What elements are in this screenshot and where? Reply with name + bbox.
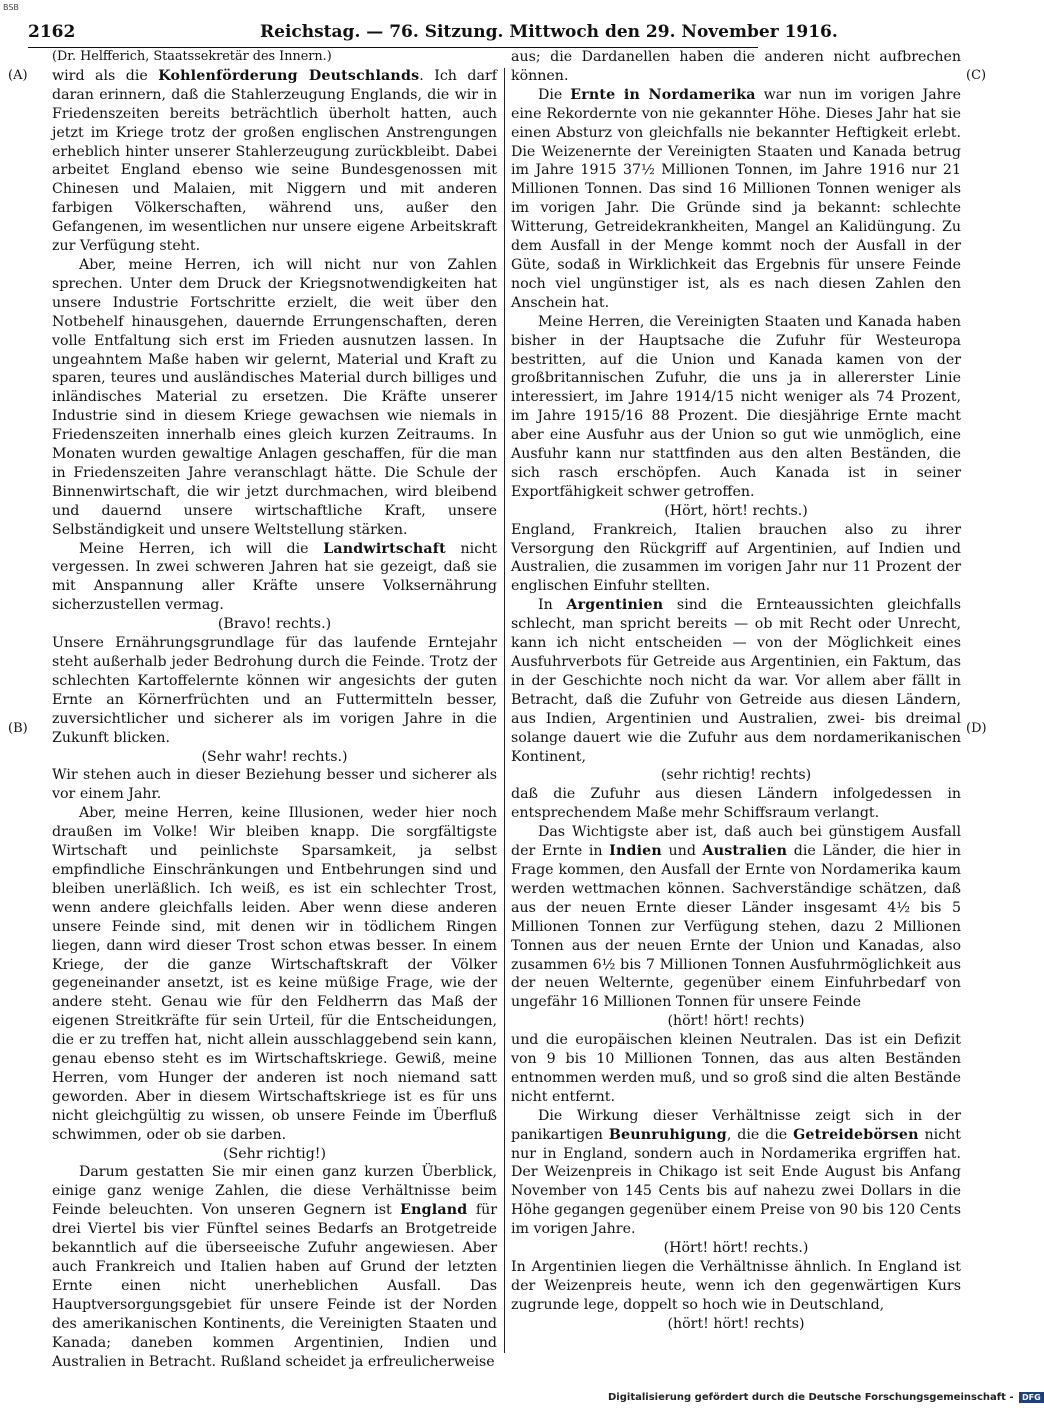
column-divider: [504, 68, 505, 1353]
margin-marker-c: (C): [966, 68, 987, 83]
page-header: [28, 20, 838, 46]
paragraph: und die europäischen kleinen Neutralen. Das ist ein Defizit von 9 bis 10 Millionen Tonnen, das aus alten Beständen entnommen werden muß, und so groß sind die alten Bestände nicht entfernt.: [511, 1032, 961, 1105]
paragraph: Meine Herren, die Vereinigten Staaten und Kanada haben bisher in der Hauptsache die Zufuhr für Westeuropa bestritten, auf die Union und Kanada kamen von der großbritannischen Zufuhr, die uns ja in allererster Linie interessiert, im Jahre 1914/15 nicht weniger als 74 Prozent, im Jahre 1915/16 88 Prozent. Die diesjährige Ernte macht aber eine Ausfuhr aus der Union so gut wie unmöglich, eine Ausfuhr kann nur stattfinden aus den alten Beständen, die sich rasch erschöpfen. Auch Kanada ist in seiner Exportfähigkeit schwer getroffen.: [511, 313, 961, 500]
paragraph: daß die Zufuhr aus diesen Ländern infolgedessen in entsprechendem Maße mehr Schiffsraum verlangt.: [511, 786, 961, 822]
dfg-logo-icon: DFG: [1019, 1392, 1044, 1403]
paragraph: England, Frankreich, Italien brauchen also zu ihrer Versorgung den Rückgriff auf Argentinien, auf Indien und Australien, die zusammen im vorigen Jahr nur 11 Prozent der englischen Einfuhr stellten.: [511, 521, 961, 595]
paragraph: Meine Herren, ich will die Landwirtschaft nicht vergessen. In zwei schweren Jahren hat sie gezeigt, daß sie mit Anspannung aller Kräfte unsere Volksernährung sicherzustellen vermag.: [52, 540, 497, 614]
paragraph: In Argentinien liegen die Verhältnisse ähnlich. In England ist der Weizenpreis heute, wenn ich den gegenwärtigen Kurs zugrunde lege, doppelt so hoch wie in Deutschland,: [511, 1259, 961, 1313]
interjection: (hört! hört! rechts): [667, 1013, 805, 1030]
interjection: (Hört! hört! rechts.): [663, 1240, 809, 1257]
digitization-footer: [608, 1392, 1044, 1403]
footer-text: Digitalisierung gefördert durch die Deutsche Forschungsgemeinschaft -: [608, 1392, 1014, 1403]
paragraph: Wir stehen auch in dieser Beziehung besser und sicherer als vor einem Jahr.: [52, 767, 497, 803]
paragraph: Unsere Ernährungsgrundlage für das laufende Erntejahr steht außerhalb jeder Bedrohung durch die Feinde. Trotz der schlechten Kartoffelernte können wir angesichts der guten Ernte an Körnerfrüchten und an Futtermitteln besser, zuversichtlicher und sicherer als im vorigen Jahre in die Zukunft blicken.: [52, 635, 497, 746]
interjection: (Sehr richtig!): [222, 1145, 327, 1162]
interjection: (Bravo! rechts.): [217, 616, 332, 633]
left-column: [52, 48, 497, 1371]
interjection: (Hört, hört! rechts.): [664, 502, 808, 519]
right-column: [511, 48, 961, 1334]
paragraph: Die Wirkung dieser Verhältnisse zeigt sich in der panikartigen Beunruhigung, die die Getreidebörsen nicht nur in England, sondern auch in Nordamerika ergriffen hat. Der Weizenpreis in Chikago ist seit Ende August bis Anfang November von 145 Cents bis auf nahezu zwei Dollars in die Höhe gegangen gegenüber einem Preise von 90 bis 120 Cents im vorigen Jahre.: [511, 1107, 961, 1238]
paragraph: Das Wichtigste aber ist, daß auch bei günstigem Ausfall der Ernte in Indien und Australien die Länder, die hier in Frage kommen, den Ausfall der Ernte von Nordamerika kaum werden wettmachen können. Sachverständige schätzen, daß aus der neuen Ernte dieser Länder insgesamt 4½ bis 5 Millionen Tonnen zur Verfügung stehen, dazu 2 Millionen Tonnen aus der neuen Ernte der Union und Kanadas, also zusammen 6½ bis 7 Millionen Tonnen Ausfuhrmöglichkeit aus der neuen Welternte, gegenüber einem Einfuhrbedarf von ungefähr 16 Millionen Tonnen für unsere Feinde: [511, 824, 961, 1011]
paragraph: aus; die Dardanellen haben die anderen nicht aufbrechen können.: [511, 49, 961, 84]
paragraph: Die Ernte in Nordamerika war nun im vorigen Jahre eine Rekordernte von nie gekannter Höhe. Dieses Jahr hat sie einen Absturz von gleichfalls nie bekannter Heftigkeit erlebt. Die Weizenernte der Vereinigten Staaten und Kanada betrug im Jahre 1915 37½ Millionen Tonnen, im Jahre 1916 nur 21 Millionen Tonnen. Das sind 16 Millionen Tonnen weniger als im vorigen Jahr. Die Gründe sind ja bekannt: schlechte Witterung, Getreidekrankheiten, Mangel an Kalidüngung. Zu dem Ausfall in der Menge kommt noch der Ausfall in der Güte, sodaß in Wirklichkeit das Ergebnis für unsere Feinde noch viel ungünstiger ist, als es nach diesen Zahlen den Anschein hat.: [511, 86, 961, 311]
paragraph: In Argentinien sind die Ernteaussichten gleichfalls schlecht, man spricht bereits — ob mit Recht oder Unrecht, kann ich nicht entscheiden — von der Möglichkeit eines Ausfuhrverbots für Getreide aus Argentinien, ein Faktum, das in der Geschichte noch nicht da war. Vor allem aber fällt in Betracht, daß die Zufuhr von Getreide aus diesen Ländern, aus Indien, Argentinien und Australien, zwei- bis dreimal solange dauert wie die Zufuhr aus dem nordamerikanischen Kontinent,: [511, 597, 961, 765]
speaker-note: (Dr. Helfferich, Staatssekretär des Innern.): [52, 49, 332, 64]
library-stamp: BSB: [3, 3, 19, 12]
paragraph: Aber, meine Herren, ich will nicht nur von Zahlen sprechen. Unter dem Druck der Kriegsnotwendigkeiten hat unsere Industrie Fortschritte erzielt, die weit über den Notbehelf hinausgehen, dauernde Errungenschaften, deren volle Entfaltung sich erst im Frieden ausnutzen lassen. In ungeahntem Maße haben wir gelernt, Material und Kraft zu sparen, teures und ausländisches Material durch billiges und inländisches Material zu ersetzen. Die Kräfte unserer Industrie sind in diesem Kriege gewachsen wie niemals in Friedenszeiten innerhalb eines gleich kurzen Zeitraums. In Monaten wurden gewaltige Anlagen geschaffen, für die man in Friedenszeiten Jahre veranschlagt hätte. Die Schule der Binnenwirtschaft, die wir jetzt durchmachen, wird bleibend und dauernd unsere wirtschaftliche Kraft, unsere Selbständigkeit und unsere Weltstellung stärken.: [52, 256, 497, 538]
margin-marker-d: (D): [966, 721, 987, 736]
paragraph: Aber, meine Herren, keine Illusionen, weder hier noch draußen im Volke! Wir bleiben knapp. Die sorgfältigste Wirtschaft und peinlichste Sparsamkeit, ja selbst empfindliche Einschränkungen und Entbehrungen sind und bleiben unerläßlich. Ich weiß, es ist ein schlechter Trost, wenn andere gleichfalls leiden. Aber wenn diese anderen unsere Feinde sind, mit denen wir in tödlichem Ringen liegen, dann wird dieser Trost schon etwas besser. In einem Kriege, der die ganze Wirtschaftskraft der Völker gegeneinander ansetzt, ist es keine müßige Frage, wie der andere steht. Genau wie für den Feldherrn das Maß der eigenen Streitkräfte für sein Urteil, für die Entscheidungen, die er zu treffen hat, nicht allein ausschlaggebend sein kann, genau ebenso steht es im Wirtschaftskriege. Gewiß, meine Herren, vom Hunger der anderen ist noch niemand satt geworden. Aber in diesem Wirtschaftskriege ist es für uns nicht gleichgültig zu wissen, ob unsere Feinde im Überfluß schwimmen, oder ob sie darben.: [52, 805, 497, 1143]
interjection: (Sehr wahr! rechts.): [201, 748, 348, 765]
paragraph: Darum gestatten Sie mir einen ganz kurzen Überblick, einige ganz wenige Zahlen, die diese Verhältnisse beim Feinde beleuchten. Von unseren Gegnern ist England für drei Viertel bis vier Fünftel seines Bedarfs an Brotgetreide bekanntlich auf die überseeische Zufuhr angewiesen. Aber auch Frankreich und Italien haben auf Grund der letzten Ernte einen nicht unerheblichen Ausfall. Das Hauptversorgungsgebiet für unsere Feinde ist der Norden des amerikanischen Kontinents, die Vereinigten Staaten und Kanada; daneben kommen Argentinien, Indien und Australien in Betracht. Rußland scheidet ja erfreulicherweise: [52, 1164, 497, 1370]
interjection: (sehr richtig! rechts): [660, 767, 812, 784]
running-title: Reichstag. — 76. Sitzung. Mittwoch den 29. November 1916.: [260, 22, 838, 42]
interjection: (hört! hört! rechts): [667, 1315, 805, 1332]
margin-marker-a: (A): [8, 68, 28, 83]
paragraph: wird als die Kohlenförderung Deutschlands. Ich darf daran erinnern, daß die Stahlerzeugung Englands, die wir in Friedenszeiten bereits beträchtlich überholt hatten, auch jetzt im Kriege trotz der großen englischen Anstrengungen erheblich hinter unserer Stahlerzeugung zurückbleibt. Dabei arbeitet England ebenso wie seine Bundesgenossen mit Chinesen und Malaien, mit Niggern und mit anderen farbigen Völkerschaften, während uns, außer den Gefangenen, im wesentlichen nur unsere eigene Arbeitskraft zur Verfügung steht.: [52, 67, 497, 255]
margin-marker-b: (B): [8, 721, 28, 736]
page-number: 2162: [28, 22, 76, 42]
